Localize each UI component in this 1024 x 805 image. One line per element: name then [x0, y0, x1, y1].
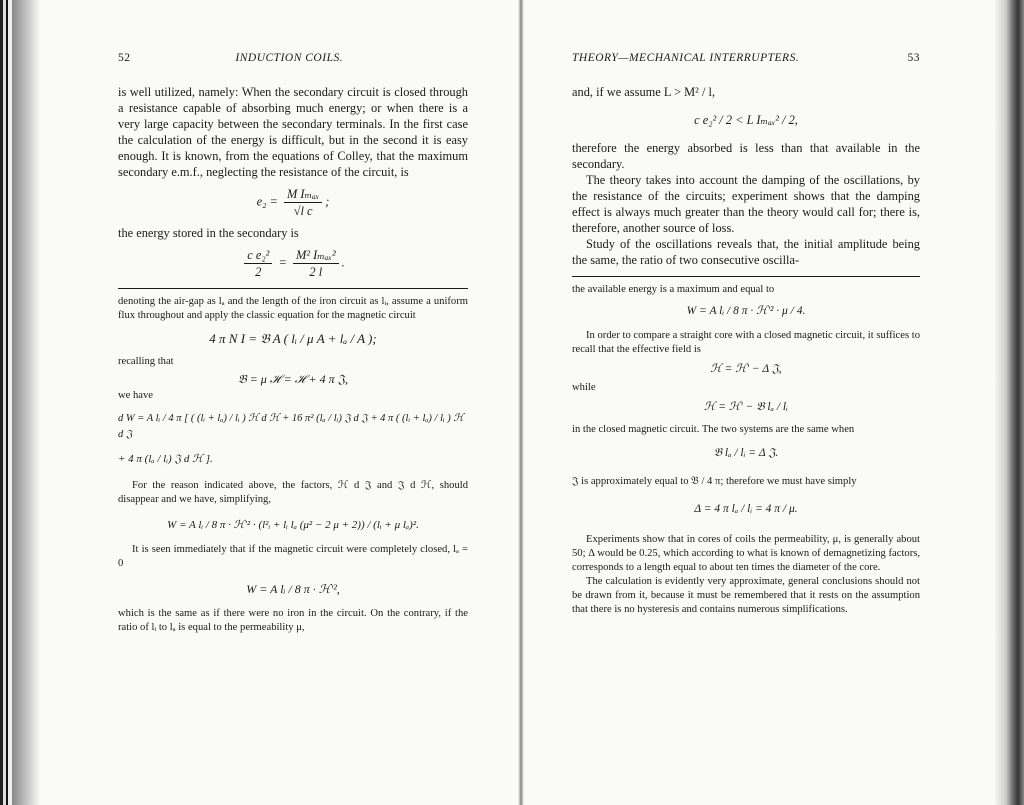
equation: + 4 π (lₐ / lᵢ) 𝔍 d ℋ ]. — [118, 453, 213, 465]
footnote-text: In order to compare a straight core with a closed magnetic circuit, it suffices to recall that the effective field is — [572, 330, 920, 355]
footnote-text: For the reason indicated above, the factors, ℋ d 𝔍 and 𝔍 d ℋ, should disappear and we have, simplifying, — [118, 480, 468, 505]
page-gutter — [518, 0, 524, 805]
page-number: 52 — [118, 52, 131, 64]
right-page — [572, 50, 920, 617]
paragraph: Study of the oscillations reveals that, the initial amplitude being the same, the ratio of two consecutive oscilla- — [572, 237, 920, 267]
footnote-text: while — [572, 382, 596, 393]
equation-tail: . — [341, 255, 345, 270]
left-running-head — [118, 50, 468, 66]
footnote-text: the available energy is a maximum and equal to — [572, 284, 775, 295]
book-binding — [0, 0, 40, 805]
footnote-text: Experiments show that in cores of coils the permeability, μ, is generally about 50; Δ would be 0.25, which according to what is known of demagnetizing factors, corresponds to a length equal to about ten times the diameter of the core. — [572, 534, 920, 573]
equation: ℋ = ℋ' − Δ 𝔍, — [710, 363, 782, 375]
equation: 𝔅 = μ ℋ = ℋ + 4 π 𝔍, — [238, 372, 348, 386]
equation-tail: ; — [325, 194, 330, 209]
paragraph: and, if we assume L > M² / l, — [572, 85, 716, 99]
footnote-text: 𝔍 is approximately equal to 𝔅 / 4 π; therefore we must have simply — [572, 476, 857, 487]
running-title: THEORY—MECHANICAL INTERRUPTERS. — [572, 52, 800, 64]
equation: 4 π N I = 𝔅 A ( lᵢ / μ A + lₐ / A ); — [209, 331, 377, 346]
paragraph: the energy stored in the secondary is — [118, 226, 299, 240]
footnote-rule — [572, 276, 920, 277]
fraction-numerator: c e₂² — [244, 247, 272, 264]
equation: d W = A lᵢ / 4 π [ ( (lᵢ + lₐ) / lᵢ ) ℋ d ℋ + 16 π² (lₐ / lᵢ) 𝔍 d 𝔍 + 4 π ( (lᵢ + lₐ) / lᵢ ) ℋ d 𝔍 — [118, 413, 464, 440]
page-edge — [994, 0, 1024, 805]
footnote-text: denoting the air-gap as lₐ and the length of the iron circuit as lᵢ, assume a uniform flux throughout and apply the classic equation for the magnetic circuit — [118, 296, 468, 321]
equation: 𝔅 lₐ / lᵢ = Δ 𝔍. — [713, 447, 779, 459]
footnote-text: we have — [118, 390, 153, 401]
footnote-text: in the closed magnetic circuit. The two systems are the same when — [572, 424, 855, 435]
equation: W = A lᵢ / 8 π · ℋ'² · (l²ᵢ + lᵢ lₐ (μ² − 2 μ + 2)) / (lᵢ + μ lₐ)². — [167, 519, 419, 531]
fraction-numerator: M Iₘₐₓ — [284, 186, 322, 203]
equation: c e₂² / 2 < L Iₘₐₓ² / 2, — [694, 113, 798, 127]
left-page — [118, 50, 468, 635]
equation: W = A lᵢ / 8 π · ℋ'², — [246, 582, 340, 596]
footnote-text: The calculation is evidently very approximate, general conclusions should not be drawn from it, because it must be remembered that it rests on the assumption that there is no hysteresis and contains numerous simplifications. — [572, 576, 920, 615]
page-number: 53 — [907, 52, 920, 64]
equation: W = A lᵢ / 8 π · ℋ'² · μ / 4. — [686, 305, 806, 317]
equation: ℋ = ℋ' − 𝔅 lₐ / lᵢ — [704, 401, 788, 413]
equation-lhs: e₂ = — [256, 194, 278, 209]
paragraph: therefore the energy absorbed is less than that available in the secondary. — [572, 141, 920, 171]
paragraph: is well utilized, namely: When the secondary circuit is closed through a resistance capable of absorbing much energy; or when there is a very large capacity between the secondary terminals. In the first case the calculation of the energy is difficult, but in the second it is easy enough. It is known, from the equations of Colley, that the maximum secondary e.m.f., neglecting the resistance of the circuit, is — [118, 85, 468, 179]
fraction-denominator: 2 l — [309, 265, 323, 279]
paragraph: The theory takes into account the damping of the oscillations, by the resistance of the circuits; experiment shows that the damping effect is always much greater than the theory would call for; there is, therefore, another source of loss. — [572, 173, 920, 235]
fraction-numerator: M² Iₘₐₓ² — [293, 247, 339, 264]
fraction-denominator: √l c — [293, 204, 313, 218]
footnote-text: which is the same as if there were no iron in the circuit. On the contrary, if the ratio of lᵢ to lₐ is equal to the permeability μ, — [118, 608, 468, 633]
equals-sign: = — [278, 255, 287, 270]
running-title: INDUCTION COILS. — [235, 52, 344, 64]
fraction-denominator: 2 — [255, 265, 262, 279]
equation — [118, 186, 468, 219]
equation: Δ = 4 π lₐ / lᵢ = 4 π / μ. — [694, 503, 798, 515]
equation — [118, 247, 468, 280]
footnote-text: It is seen immediately that if the magnetic circuit were completely closed, lₐ = 0 — [118, 544, 468, 569]
footnote-text: recalling that — [118, 356, 174, 367]
right-running-head — [572, 50, 920, 66]
footnote-rule — [118, 288, 468, 289]
